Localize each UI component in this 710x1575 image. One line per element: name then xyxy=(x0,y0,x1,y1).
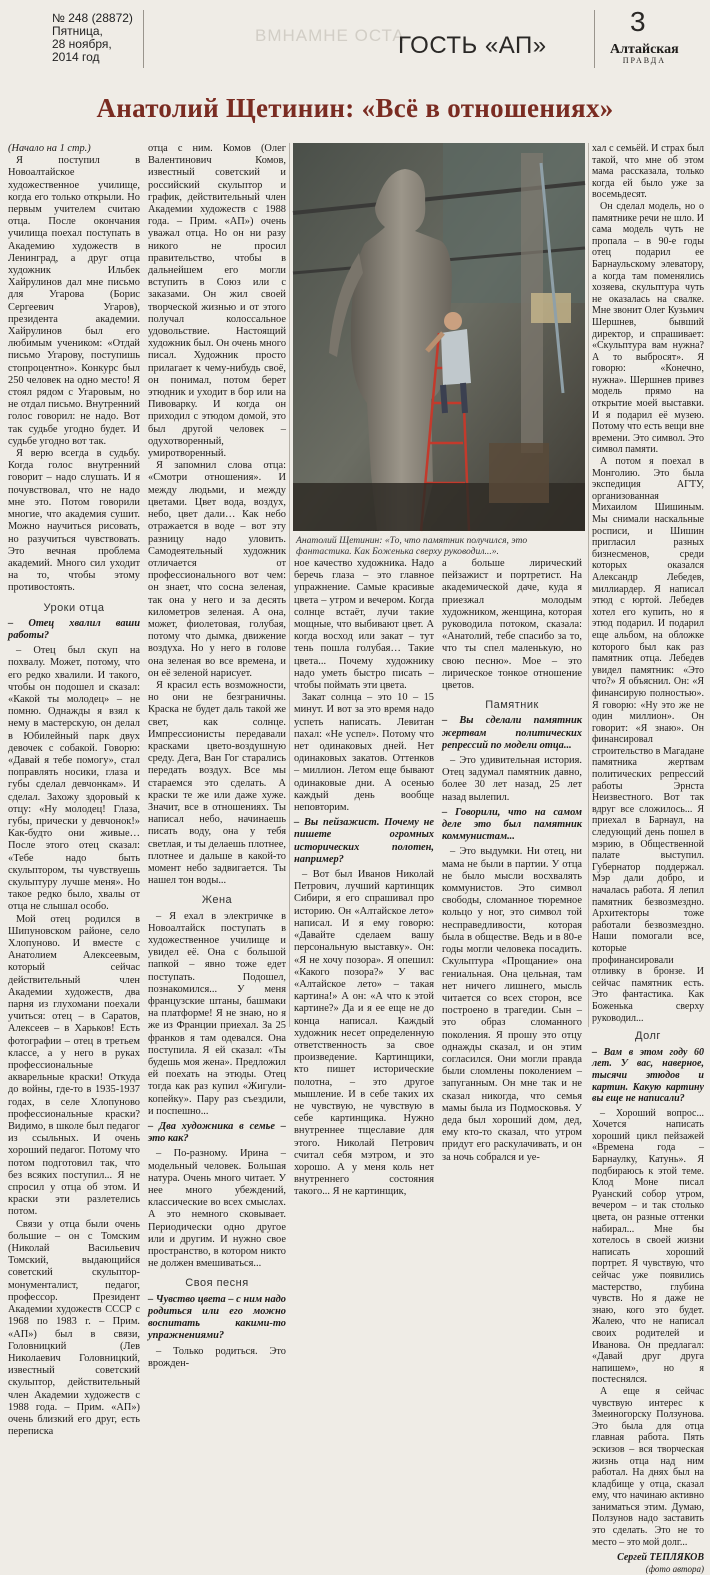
paragraph: – По-разному. Ирина – модельный человек. Большая натура. Очень много читает. У нее много убеждений, классические во всех смыслах. А это немного сковывает. Периодически одно другое или и другим. И нужно свое пространство, в котором никто не должен вмешиваться... xyxy=(148,1148,286,1270)
paragraph: А еще я сейчас чувствую интерес к Змеиногорску Ползунова. Это была для отца главная работа. Пять эскизов – вся творческая жизнь отца над ним работал. На днях был на кладбище у отца, сказал ему, что начинаю активно заниматься этим. Думаю, Ползунов надо заставить это сделать. Это не то место – это мой долг... xyxy=(592,1385,704,1548)
interview-question: – Вам в этом году 60 лет. У вас, наверное, тысячи этюдов и картин. Какую картину вы еще не написали? xyxy=(592,1046,704,1105)
paragraph: – Только родиться. Это врожден- xyxy=(148,1345,286,1369)
section-heading: Своя песня xyxy=(185,1277,249,1290)
issue-number: № 248 (28872) xyxy=(52,11,133,25)
issue-weekday: Пятница, xyxy=(52,24,103,38)
continuation-note: (Начало на 1 стр.) xyxy=(8,143,91,154)
photo-caption: Анатолий Щетинин: «То, что памятник получился, это фантастика. Как Боженька сверху руководил...». xyxy=(296,535,528,557)
paragraph: – Я ехал в электричке в Новоалтайск поступать в художественное училище и увидел её. Она с большой папкой – явно тоже едет поступать. Подошел, познакомился... У меня французские штаны, башмаки на платформе! Я не знаю, но я же из Франции приехал. За 25 франков я там одевался. Она поступила. Я ей сказал: «Ты будешь моя жена». Предложил ей поехать на этюды. Отец тогда как раз купил «Жигули-копейку». Пару раз съездили, и поспешно... xyxy=(148,910,286,1117)
article-column-1 xyxy=(8,143,140,1438)
paragraph: ное качество художника. Надо беречь глаза – это главное упражнение. Самые красивые цвета – утром и вечером. Когда солнце встаёт, лучи такие мощные, что выбивают цвет. А когда восход или закат – тут тень пошла голубая… Такие цвета... Почему художнику надо уметь быстро писать – чтобы поймать эти цвета. xyxy=(294,558,434,692)
paragraph: Я запомнил слова отца: «Смотри отношения». И между людьми, и между цветами. Цвет вода, воздух, небо, цвет дали… Как небо отражается в воде – вот эту разницу надо уловить. Самодеятельный художник отличается от профессионального вот чем: он знает, что сосна зеленая, так она у него и за десять километров зеленая. А она, может, фиолетовая, голубая, потому что дымка, движение воздуха. Но у него в голове она зеленая во все времена, и он её зеленой нарисует. xyxy=(148,460,286,679)
paragraph: – Это удивительная история. Отец задумал памятник давно, более 30 лет назад, 25 лет назад вылепил. xyxy=(442,755,582,803)
interview-question: – Вы пейзажист. Почему не пишете огромных исторических полотен, например? xyxy=(294,817,434,865)
paragraph: – Это выдумки. Ни отец, ни мама не были в партии. У отца не было мысли восхвалять коммунистов. Это символ свободы, сломанное тюремное кольцо у ног, это символ той несправедливости, которая была в обществе. Ведь и в 80-е годы могли человека посадить. Скульптура «Прощание» она гениальная. Она цельная, там нет ничего лишнего, мысль читается со всех сторон, все построено в трагедии. Сын – это образ сломанного поколения. Я прошу это отцу однажды сказал, и он этим согласился. Они могли правда были сломлены поколением – запуганным. Он мне так и не сказал никогда, что семья мамы была из Подмосковья. У деда был хороший дом, дед, ему кто-то сказал, что утром придут его раскулачивать, и он за ночь собрался и уе- xyxy=(442,846,582,1163)
paragraph: а больше лирический пейзажист и портретист. На академической даче, куда я приезжал молодым художником, женщина, которая руководила потоком, сказала: «Анатолий, тебе спасибо за то, что ты спел маленькую, но свою песню». Мое – это лирическое тонкое отношение цветов. xyxy=(442,558,582,692)
sculptor-at-work-illustration xyxy=(293,143,585,531)
paragraph: хал с семьёй. И страх был такой, что мне об этом мама рассказала, только когда ей было уже за восемьдесят. xyxy=(592,143,704,201)
logo-line2: ПРАВДА xyxy=(622,56,666,65)
section-heading: Памятник xyxy=(485,699,539,712)
masthead-divider xyxy=(143,10,144,68)
interview-question: – Чувство цвета – с ним надо родиться или его можно воспитать какими-то упражнениями? xyxy=(148,1293,286,1342)
paragraph: Я красил есть возможности, но они не безграничны. Краска не будет даль такой же свет, как солнце. Импрессионисты передавали красками цвето-воздушную среду. Дега, Ван Гог старались передать воздух. Все мы стараемся это сделать. А краски те же или даже хуже. Значит, все в отношениях. Ты написал небо, начинаешь писать воду, она у тебя светлая, и ты делаешь плотнее, плотнее и дальше в какой-то момент небо задвигается. Ты нашел тон воды... xyxy=(148,679,286,887)
paragraph: Мой отец родился в Шипуновском районе, село Хлопуново. И вместе с Анатолием Алексеевым, который сейчас действительный член Академии художеств, два парня из глухомани поехали учиться: отец – в Саратов, Алексеев – в Харьков! Есть фотографии – отец в третьем классе, а у него в руках профессиональные акварельные краски! Откуда до войны, где-то в 1935-1937 годах, в селе Хлопуново профессиональные краски? Видимо, в школе был педагог из ссыльных. И очень хороший педагог. Потому что потом подготовил так, что без всяких поступил... Я не спросил у отца об этом. И краски эти разлетелись потом. xyxy=(8,913,140,1218)
section-heading: Долг xyxy=(635,1030,661,1043)
paragraph: Он сделал модель, но о памятнике речи не шло. И сама модель чуть не пропала – в 90-е годы отец подарил ее Барнаульскому элеватору, а когда там поменялись хозяева, скульптура чуть не оказалась на свалке. Мне звонит Олег Кузьмич Шершнев, бывший директор, и спрашивает: «Скульптура вам нужна? А то выбросят». Я говорю: «Конечно, нужна». Шершнев привез модель прямо на открытие моей выставки. И я подарил её музею. Потому что есть вещи вне времени. Это символ. Это символ памяти. xyxy=(592,200,704,456)
paragraph: – Отец был скуп на похвалу. Может, потому, что его редко хвалили. И такого, чтобы он подошел и сказал: «Какой ты молодец» – не помню. Однажды я взял к нему в мастерскую, он делал в Юбилейный парк двух девочек с собакой. Говорю: «Давай я тебе помогу», стал поправлять носики, глаза и губы сделал девчонкам». И сделал. Захожу здоровый к отцу: «Ну молодец! Глаза, губы, прически у девчонок!» Как-будто они живые… После этого отец сказал: «Тебе надо быть скульптором, ты чувствуешь скульптуру лучше меня». Но такое редко было, хвалы от отца не слышал особо. xyxy=(8,645,140,913)
logo-line1: Алтайская xyxy=(610,42,679,57)
article-column-5 xyxy=(592,143,705,1574)
rubric-ghost-text: ВМНАМНЕ ОСТА xyxy=(255,26,405,45)
paragraph: Я верю всегда в судьбу. Когда голос внутренний говорит – надо слушать. И я почувствовал, что не надо мне это. Потом говорили многие, что академия сушит. Можно научиться рисовать, но разучиться чувствовать. Это вечная проблема академий. Много сил уходит на то, чтобы этому противостоять. xyxy=(8,448,140,594)
page-number: 3 xyxy=(630,6,646,37)
article-photo xyxy=(293,143,585,531)
interview-question: – Отец хвалил ваши работы? xyxy=(8,617,140,641)
paragraph: Я поступил в Новоалтайское художественное училище, когда его только открыли. Но первым учителем считаю отца. После окончания училища поехал поступать в Академию художеств в Ленинград, а друг отца художник Ильбек Хайрулинов дал мне письмо для Угарова (Борис Сергеевич Угаров), президента академии. Хайрулинов был его любимым учеником: «Отдай письмо Угарову, поступишь стопроцентно». Конкурс был 250 человек на одно место! Я стоял рядом с Угаровым, но не отдал письмо. Внутренний голос говорил: не надо. Вот так судьбе угодно будет. И судьбе угодно вот так. xyxy=(8,155,140,447)
paragraph: отца с ним. Комов (Олег Валентинович Комов, известный советский и российский скульптор и график, действительный член Академии художеств с 1988 года. – Прим. «АП») очень уважал отца. Но он ни разу никого не просил правительство, чтобы в дальнейшем его могли вступить в Союз или с заказами. Он жил своей творческой жизнью и от этого получал колоссальное удовольствие. Настоящий художник был. Он очень много писал. Художник просто прилагает к чему-нибудь своё, он понимал, потом берет этюдник и уходит в бор или на Пивоварку. И когда он приходил с этюдом домой, это был другой человек – одухотворенный, умиротворенный. xyxy=(148,143,287,460)
interview-question: – Два художника в семье – это как? xyxy=(148,1121,286,1145)
photo-credit: (фото автора) xyxy=(645,1563,704,1574)
interview-question: – Говорили, что на самом деле это был памятник коммунистам... xyxy=(442,806,582,843)
paragraph: – Вот был Иванов Николай Петрович, лучший картинщик Сибири, я его спрашивал про историю. Он «Алтайское лето» написал. И я ему говорю: «Давайте сделаем вашу персональную выставку». Он: «Я не хочу позора». Я опешил: «Какого позора?» У вас «Алтайское лето» – такая картина!» А он: «А что к этой картине?» Да и я ее еще не до конца написал. Каждый художник несет определенную ответственность за свое произведение. Картинщики, кто пишет исторические полотна, – это другое мышление. И в себе таких их не чувствую, не чувствую в себе картинщика. Нужно внутреннее тщеславие для этого. Николай Петрович считал себя мэтром, и это хорошо. А у меня коль нет внутреннего состояния такого... Я не картинщик, xyxy=(294,869,434,1198)
interview-question: – Вы сделали памятник жертвам политических репрессий по модели отца... xyxy=(442,715,582,751)
paragraph: Связи у отца были очень большие – он с Томским (Николай Васильевич Томский, выдающийся советский скульптор-монументалист, педагог, профессор. Президент Академии художеств СССР с 1968 по 1983 г. – Прим. «АП») был в связи, Головницкий (Лев Николаевич Головницкий, известный советский скульптор, действительный член Академии художеств с 1988 года. – Прим. «АП») очень близкий его друг, есть переписка xyxy=(8,1218,140,1438)
newspaper-logo xyxy=(610,42,679,65)
rubric-title: ГОСТЬ «АП» xyxy=(398,32,547,59)
paragraph: А потом я поехал в Монголию. Это была экспедиция АГТУ, организованная Михаилом Шишиным. Мы снимали наскальные росписи, и Шишин пригласил разных бизнесменов, среди которых оказался Александр Лебедев, миллиардер. Я написал этюд с юртой. Лебедев хотел его купить, но я этюд подарил. И подарил еще альбом, на обложке которого был как раз памятник отца. Лебедев увидел памятник: «Это что?» Я объяснил. Он: «Я финансирую полностью». Я говорю: «Ну это же не один миллион». Он говорит: «Я знаю». Он финансировал строительство в Магадане памятника жертвам политических репрессий работы Эрнста Неизвестного. Вот так вдруг все сложилось... Я приехал в Барнаул, на следующий день пошел в мэрию, в Общественной палате выступил. Губернатор поддержал. Мэр дали добро, и началась работа. Я лепил памятник безвозмездно. Архитекторы тоже работали безвозмездно. Наши помогали все, которые профинансировали отливку в бронзе. И сейчас памятник есть. Это фантастика. Как Боженька сверху руководил... xyxy=(592,456,705,1024)
issue-year: 2014 год xyxy=(52,50,100,64)
article-column-2 xyxy=(148,143,287,1369)
section-heading: Жена xyxy=(201,894,233,907)
article-column-4 xyxy=(442,558,582,1163)
issue-meta xyxy=(52,12,133,64)
column-rule xyxy=(588,143,589,1027)
issue-date: 28 ноября, xyxy=(52,37,112,51)
paragraph: – Хороший вопрос... Хочется написать хороший цикл пейзажей «Времена года – Барнаулку, Катунь». Я подбираюсь к этой теме. Клод Моне писал Руанский собор утром, вечером – и так столько цвета, он разные оттенки набирал... Мне бы хотелось в своей жизни написать хороший портрет. Я чувствую, что сейчас уже появились мастерство, глубина чувств. Но я даже не знаю, кого это будет. Жалею, что не написал своих родителей и Иванова. Он предлагал: «Давай друг друга напишем», но я постеснялся. xyxy=(592,1107,704,1386)
masthead xyxy=(0,0,710,80)
author-byline: Сергей ТЕПЛЯКОВ xyxy=(617,1552,704,1564)
article-headline: Анатолий Щетинин: «Всё в отношениях» xyxy=(96,93,614,123)
masthead-divider xyxy=(594,10,595,68)
column-rule xyxy=(289,143,290,1027)
paragraph: Закат солнца – это 10 – 15 минут. И вот за это время надо успеть написать. Левитан пахал: «Не успел». Потому что нет одинаковых дней. Нет одинаковых закатов. Оттенков – миллион. Летом еще бывают одинаковые дни. А осенью каждый день вообще неповторим. xyxy=(294,692,434,814)
section-heading: Уроки отца xyxy=(43,601,105,614)
article-column-3 xyxy=(294,558,434,1198)
